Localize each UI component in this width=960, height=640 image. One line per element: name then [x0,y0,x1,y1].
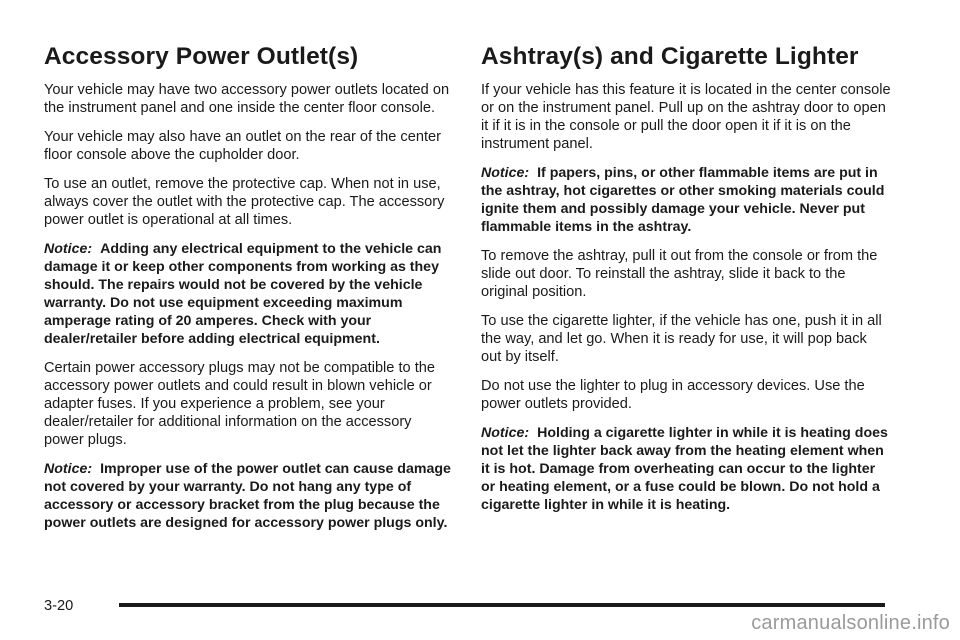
paragraph: Your vehicle may have two accessory power outlets located on the instrument panel and one inside the center floor console. [44,82,450,116]
notice-label: Notice: [44,461,93,477]
notice-label: Notice: [481,425,530,441]
paragraph: Certain power accessory plugs may not be compatible to the accessory power outlets and could result in blown vehicle or adapter fuses. If you experience a problem, see your dealer/retailer for additional information on the accessory power plugs. [44,360,435,448]
notice-paragraph [481,164,891,236]
paragraph: To remove the ashtray, pull it out from the console or from the slide out door. To reinstall the ashtray, slide it back to the original position. [481,248,878,300]
section-heading-accessory-power-outlets: Accessory Power Outlet(s) [44,43,359,70]
watermark: carmanualsonline.info [751,612,950,634]
page-number: 3-20 [44,598,74,614]
footer-divider [119,603,885,607]
paragraph: Your vehicle may also have an outlet on the rear of the center floor console above the cupholder door. [44,129,441,163]
notice-label: Notice: [481,165,530,181]
notice-text: Holding a cigarette lighter in while it is heating does not let the lighter back away from the heating element when it is hot. Damage from overheating can occur to the lighter or heating element, or a fuse could be blown. Do not hold a cigarette lighter in while it is heating. [481,425,888,513]
paragraph: If your vehicle has this feature it is located in the center console or on the instrument panel. Pull up on the ashtray door to open it if it is in the console or pull the door open it if it is on the instrument panel. [481,82,891,152]
notice-text: Improper use of the power outlet can cause damage not covered by your warranty. Do not hang any type of accessory or accessory bracket from the plug because the power outlets are designed for accessory power plugs only. [44,461,451,531]
notice-text: Adding any electrical equipment to the vehicle can damage it or keep other components from working as they should. The repairs would not be covered by the vehicle warranty. Do not use equipment exceeding maximum amperage rating of 20 amperes. Check with your dealer/retailer before adding electrical equipment. [44,241,442,347]
notice-paragraph [44,460,452,532]
left-column [44,42,452,543]
notice-label: Notice: [44,241,93,257]
notice-paragraph [481,424,891,514]
notice-text: If papers, pins, or other flammable items are put in the ashtray, hot cigarettes or other smoking materials could ignite them and possibly damage your vehicle. Never put flammable items in the ashtray. [481,165,885,235]
paragraph: Do not use the lighter to plug in accessory devices. Use the power outlets provided. [481,378,865,412]
paragraph: To use an outlet, remove the protective cap. When not in use, always cover the outlet with the protective cap. The accessory power outlet is operational at all times. [44,176,445,228]
right-column [481,42,891,525]
paragraph: To use the cigarette lighter, if the vehicle has one, push it in all the way, and let go. When it is ready for use, it will pop back out by itself. [481,313,882,365]
notice-paragraph [44,240,452,348]
section-heading-ashtrays-cigarette-lighter: Ashtray(s) and Cigarette Lighter [481,43,859,70]
